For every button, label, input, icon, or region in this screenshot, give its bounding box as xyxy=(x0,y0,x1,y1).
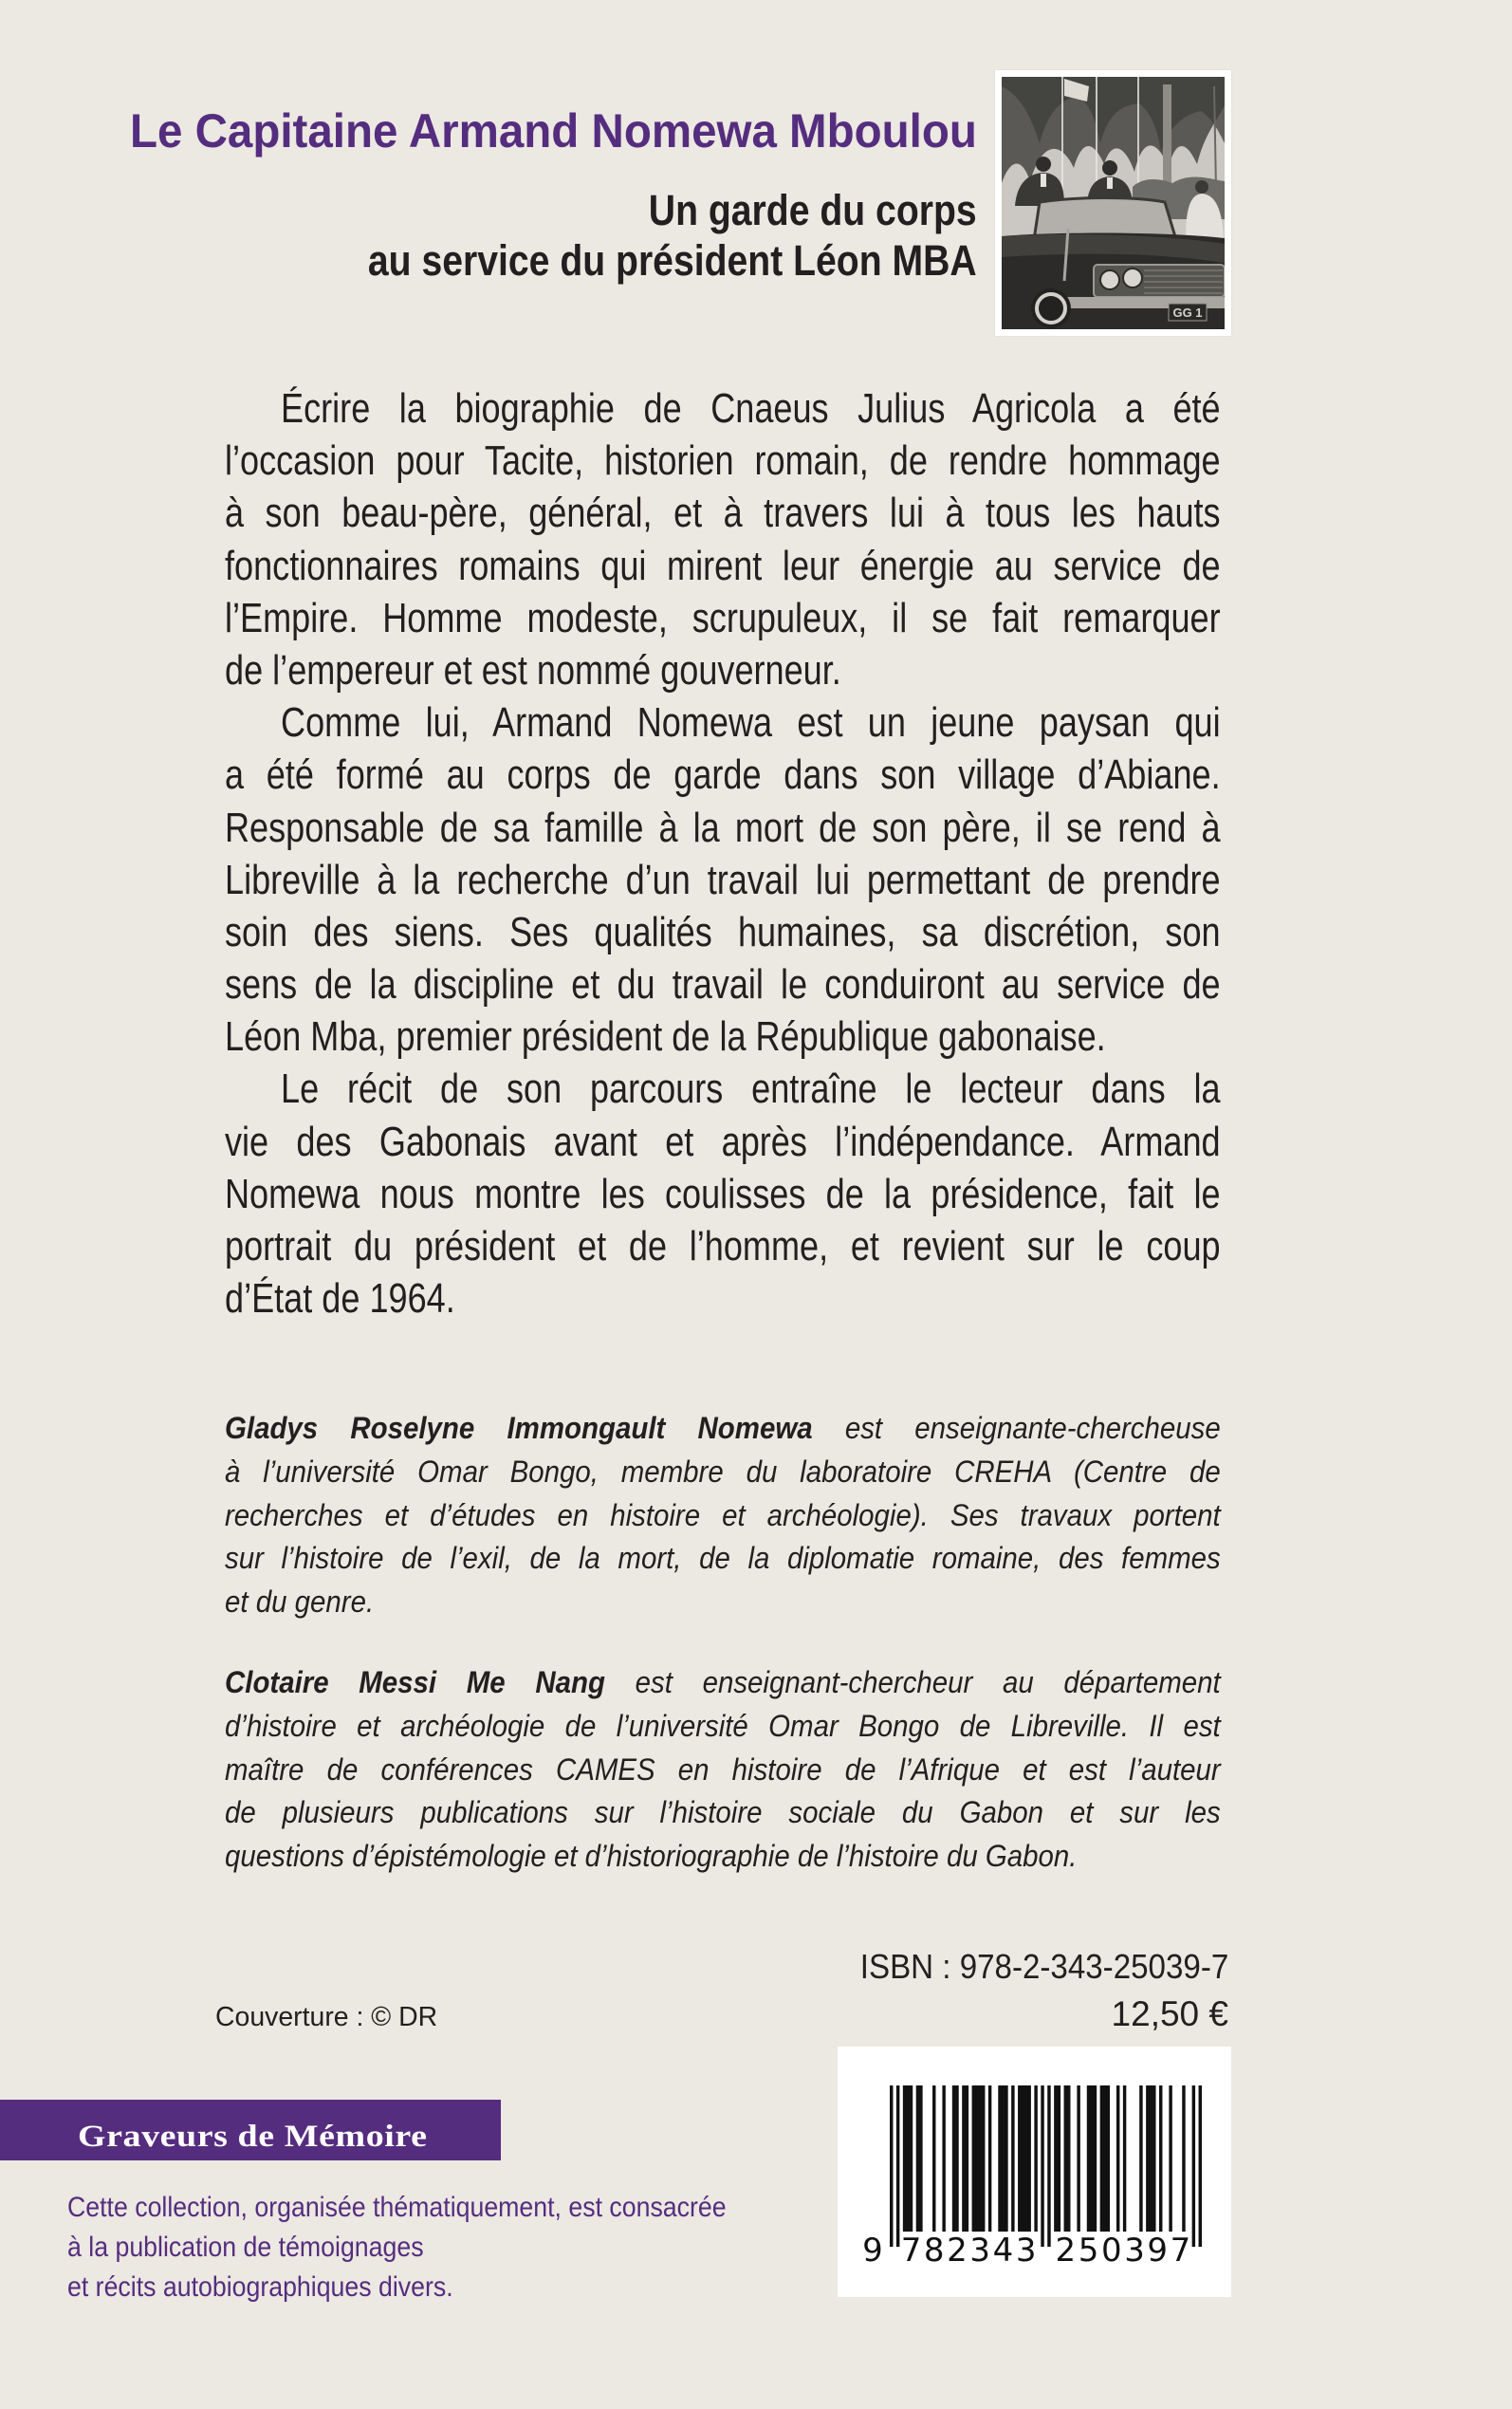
book-subtitle xyxy=(368,185,977,286)
subtitle-line: Un garde du corps xyxy=(649,186,977,234)
barcode-bar xyxy=(932,2085,935,2232)
barcode-digit: 0 xyxy=(1100,2232,1122,2270)
barcode-digit: 3 xyxy=(1015,2232,1037,2270)
barcode-image xyxy=(838,2047,1231,2297)
summary-line: l’occasion pour Tacite, historien romain, de rendre hommage xyxy=(225,437,1221,485)
barcode-bar xyxy=(972,2085,986,2232)
barcode-bar xyxy=(1123,2085,1126,2232)
barcode-bar xyxy=(1169,2085,1171,2232)
barcode-digit: 3 xyxy=(969,2232,991,2270)
author-bio xyxy=(225,1407,1221,1624)
summary-line: Léon Mba, premier président de la République gabonaise. xyxy=(225,1013,1106,1061)
summary-line: soin des siens. Ses qualités humaines, sa discrétion, son xyxy=(225,908,1221,955)
barcode-bar xyxy=(1034,2085,1037,2232)
barcode-bar xyxy=(1146,2085,1155,2232)
barcode-digit: 8 xyxy=(923,2232,945,2270)
barcode-bar xyxy=(942,2085,945,2232)
photo-palm-trunk xyxy=(1163,84,1171,196)
barcode-bar xyxy=(998,2085,1007,2232)
bio-line xyxy=(225,1661,1221,1705)
summary-line: vie des Gabonais avant et après l’indépendance. Armand xyxy=(225,1118,1221,1165)
barcode-digit: 3 xyxy=(1124,2232,1145,2270)
barcode-bar xyxy=(1116,2085,1119,2232)
author-name: Clotaire Messi Me Nang xyxy=(225,1665,605,1699)
summary-line: Libreville à la recherche d’un travail lui permettant de prendre xyxy=(225,856,1221,903)
author-bio xyxy=(225,1661,1221,1879)
summary-line: Le récit de son parcours entraîne le lecteur dans la xyxy=(281,1066,1221,1113)
bio-line: sur l’histoire de l’exil, de la mort, de la diplomatie romaine, des femmes xyxy=(225,1541,1221,1576)
photo-car-headlight xyxy=(1123,269,1142,287)
barcode-bar xyxy=(1077,2085,1079,2232)
barcode xyxy=(838,2047,1231,2297)
cover-photo-image xyxy=(1002,77,1225,329)
summary-line: portrait du président et de l’homme, et revient sur le coup xyxy=(225,1223,1221,1269)
summary-line: fonctionnaires romains qui mirent leur énergie au service de xyxy=(225,542,1221,589)
barcode-bar xyxy=(952,2085,959,2232)
photo-person xyxy=(1036,157,1051,172)
bio-line: d’histoire et archéologie de l’université Omar Bongo de Libreville. Il est xyxy=(225,1708,1221,1743)
barcode-bar xyxy=(1018,2085,1031,2232)
summary-line: a été formé au corps de garde dans son village d’Abiane. xyxy=(225,751,1221,799)
barcode-guard-bar xyxy=(1047,2085,1050,2247)
barcode-digit: 9 xyxy=(862,2232,883,2270)
bio-line: questions d’épistémologie et d’historiographie de l’histoire du Gabon. xyxy=(225,1839,1078,1874)
cover-credit: Couverture : © DR xyxy=(215,2002,438,2032)
barcode-digit: 9 xyxy=(1147,2232,1169,2270)
photo-car-headlight xyxy=(1100,270,1119,289)
photo-plate-text: GG 1 xyxy=(1172,306,1203,320)
barcode-digit: 7 xyxy=(1170,2232,1191,2270)
barcode-guard-bar xyxy=(1041,2085,1043,2247)
summary-line: Nomewa nous montre les coulisses de la présidence, fait le xyxy=(225,1170,1221,1217)
barcode-bar xyxy=(988,2085,991,2232)
barcode-digit: 2 xyxy=(947,2232,968,2270)
barcode-bar xyxy=(1139,2085,1142,2232)
summary-line: Comme lui, Armand Nomewa est un jeune paysan qui xyxy=(281,699,1221,747)
barcode-digit: 5 xyxy=(1078,2232,1099,2270)
barcode-bar xyxy=(1159,2085,1162,2232)
barcode-guard-bar xyxy=(890,2085,893,2247)
summary-line: Responsable de sa famille à la mort de son père, il se rend à xyxy=(225,804,1221,851)
summary-line: l’Empire. Homme modeste, scrupuleux, il se fait remarquer xyxy=(225,594,1221,641)
barcode-guard-bar xyxy=(1199,2085,1202,2247)
barcode-bar xyxy=(1182,2085,1185,2232)
collection-name: Graveurs de Mémoire xyxy=(78,2120,428,2154)
bio-line: et du genre. xyxy=(225,1584,375,1620)
barcode-digit: 2 xyxy=(1055,2232,1077,2270)
barcode-bar xyxy=(1064,2085,1071,2232)
cover-photo xyxy=(995,70,1231,336)
barcode-guard-bar xyxy=(896,2085,899,2247)
summary-line: à son beau-père, général, et à travers lui à tous les hauts xyxy=(225,490,1221,537)
bio-line xyxy=(225,1407,1221,1451)
back-cover-summary xyxy=(225,382,1221,1325)
author-name: Gladys Roselyne Immongault Nomewa xyxy=(225,1411,813,1445)
bio-line: de plusieurs publications sur l’histoire sociale du Gabon et sur les xyxy=(225,1795,1221,1830)
barcode-bar xyxy=(903,2085,913,2232)
collection-description-line: Cette collection, organisée thématiquement, est consacrée xyxy=(67,2192,727,2223)
bio-text: est enseignant-chercheur au département xyxy=(635,1665,1221,1699)
photo-person-shirt xyxy=(1107,177,1113,189)
book-title: Le Capitaine Armand Nomewa Mboulou xyxy=(130,104,977,158)
barcode-digit: 7 xyxy=(900,2232,922,2270)
photo-person xyxy=(1102,160,1117,176)
photo-person xyxy=(1195,180,1208,194)
bio-line: maître de conférences CAMES en histoire de l’Afrique et est l’auteur xyxy=(225,1751,1221,1787)
collection-description-line: et récits autobiographiques divers. xyxy=(67,2271,453,2303)
barcode-guard-bar xyxy=(1192,2085,1195,2247)
bio-line: à l’université Omar Bongo, membre du laboratoire CREHA (Centre de xyxy=(225,1454,1221,1489)
barcode-bar xyxy=(1011,2085,1014,2232)
barcode-bar xyxy=(962,2085,968,2232)
barcode-bar xyxy=(916,2085,923,2232)
summary-line: de l’empereur et est nommé gouverneur. xyxy=(225,646,841,694)
summary-line: sens de la discipline et du travail le conduiront au service de xyxy=(225,961,1221,1009)
collection-description-line: à la publication de témoignages xyxy=(67,2232,424,2263)
barcode-bar xyxy=(1100,2085,1110,2232)
summary-line: d’État de 1964. xyxy=(225,1275,455,1323)
barcode-bar xyxy=(1087,2085,1097,2232)
collection-description xyxy=(67,2188,727,2307)
bio-line: recherches et d’études en histoire et archéologie). Ses travaux portent xyxy=(225,1497,1221,1532)
price: 12,50 € xyxy=(1111,1994,1228,2033)
barcode-digit: 4 xyxy=(992,2232,1014,2270)
subtitle-line: au service du président Léon MBA xyxy=(368,236,977,285)
barcode-bar xyxy=(1054,2085,1060,2232)
summary-line: Écrire la biographie de Cnaeus Julius Agricola a été xyxy=(281,385,1221,432)
collection-band xyxy=(0,2100,501,2160)
photo-person-shirt xyxy=(1041,174,1046,187)
bio-text: est enseignante-chercheuse xyxy=(844,1411,1221,1445)
isbn: ISBN : 978-2-343-25039-7 xyxy=(859,1947,1228,1986)
